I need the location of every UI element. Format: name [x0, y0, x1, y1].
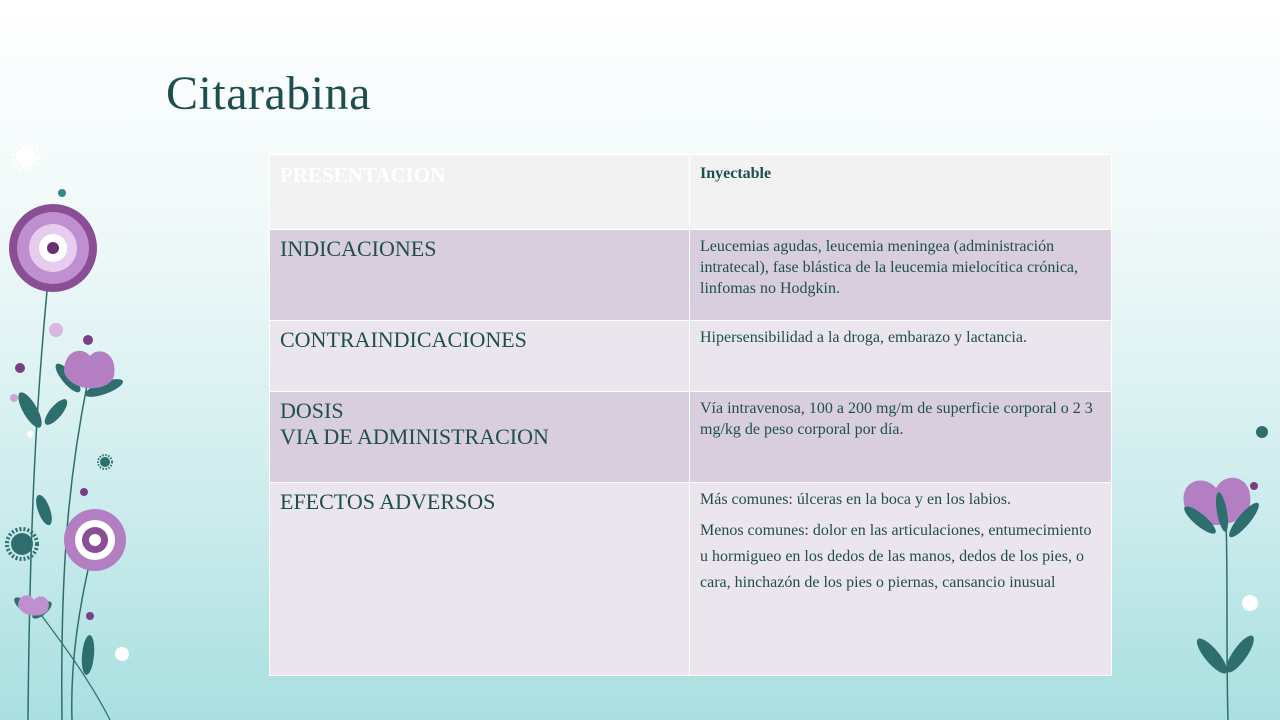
- row-value: Más comunes: úlceras en la boca y en los labios.: [700, 491, 1012, 508]
- row-label-cell: [270, 321, 690, 392]
- row-label-cell: [270, 392, 690, 483]
- row-label-cell: [270, 155, 690, 230]
- stem-icon: [28, 260, 50, 720]
- sunburst-icon: [1256, 426, 1268, 438]
- daisy-icon: [115, 647, 129, 661]
- dot-icon: [1250, 482, 1258, 490]
- dot-icon: [15, 363, 25, 373]
- row-label: VIA DE ADMINISTRACION: [280, 424, 549, 449]
- flower-icon: [9, 204, 97, 292]
- row-value-cell: [690, 392, 1112, 483]
- row-value-cell: [690, 230, 1112, 321]
- dot-icon: [10, 394, 18, 402]
- row-label: DOSIS: [280, 398, 344, 423]
- row-value-cell: [690, 483, 1112, 676]
- ring-flower-icon: [64, 509, 126, 571]
- row-value-cell: [690, 321, 1112, 392]
- row-label-cell: [270, 483, 690, 676]
- daisy-icon: [1242, 595, 1258, 611]
- table-row: [270, 483, 1112, 676]
- dot-icon: [83, 335, 93, 345]
- row-label: CONTRAINDICACIONES: [280, 327, 527, 352]
- bud-icon: [49, 323, 63, 337]
- row-label: PRESENTACION: [280, 163, 446, 187]
- table-row: [270, 321, 1112, 392]
- table-row: [270, 155, 1112, 230]
- dot-icon: [27, 431, 33, 437]
- row-value: Vía intravenosa, 100 a 200 mg/m de superficie corporal o 2 3 mg/kg de peso corporal por día.: [700, 400, 1093, 438]
- stem-icon: [30, 600, 110, 720]
- drug-info-table: [269, 154, 1112, 676]
- row-label-cell: [270, 230, 690, 321]
- leaf-icon: [80, 635, 95, 676]
- row-value: Hipersensibilidad a la droga, embarazo y lactancia.: [700, 329, 1027, 346]
- table-row: [270, 230, 1112, 321]
- dot-icon: [58, 189, 66, 197]
- row-label: EFECTOS ADVERSOS: [280, 489, 496, 514]
- slide-title: Citarabina: [166, 67, 371, 120]
- stem-icon: [1226, 520, 1228, 720]
- row-value-cell: [690, 155, 1112, 230]
- row-label: INDICACIONES: [280, 236, 437, 261]
- dot-icon: [80, 488, 88, 496]
- sunburst-icon: [98, 455, 112, 469]
- dot-icon: [86, 612, 94, 620]
- daisy-icon: [13, 144, 39, 170]
- leaf-icon: [1192, 635, 1231, 678]
- leaf-icon: [41, 396, 71, 428]
- small-flower-icon: [18, 595, 49, 615]
- table-row: [270, 392, 1112, 483]
- row-value: Menos comunes: dolor en las articulaciones, entumecimiento u hormigueo en los dedos de las manos, dedos de los pies, o cara, hinchazón de los pies o piernas, cansancio inusual: [700, 522, 1092, 591]
- row-value: Leucemias agudas, leucemia meningea (administración intratecal), fase blástica de la leucemia mielocítica crónica, linfomas no Hodgkin.: [700, 238, 1079, 297]
- row-value: Inyectable: [700, 165, 772, 182]
- leaf-icon: [14, 389, 46, 431]
- leaf-icon: [33, 493, 55, 527]
- sunburst-icon: [7, 529, 37, 559]
